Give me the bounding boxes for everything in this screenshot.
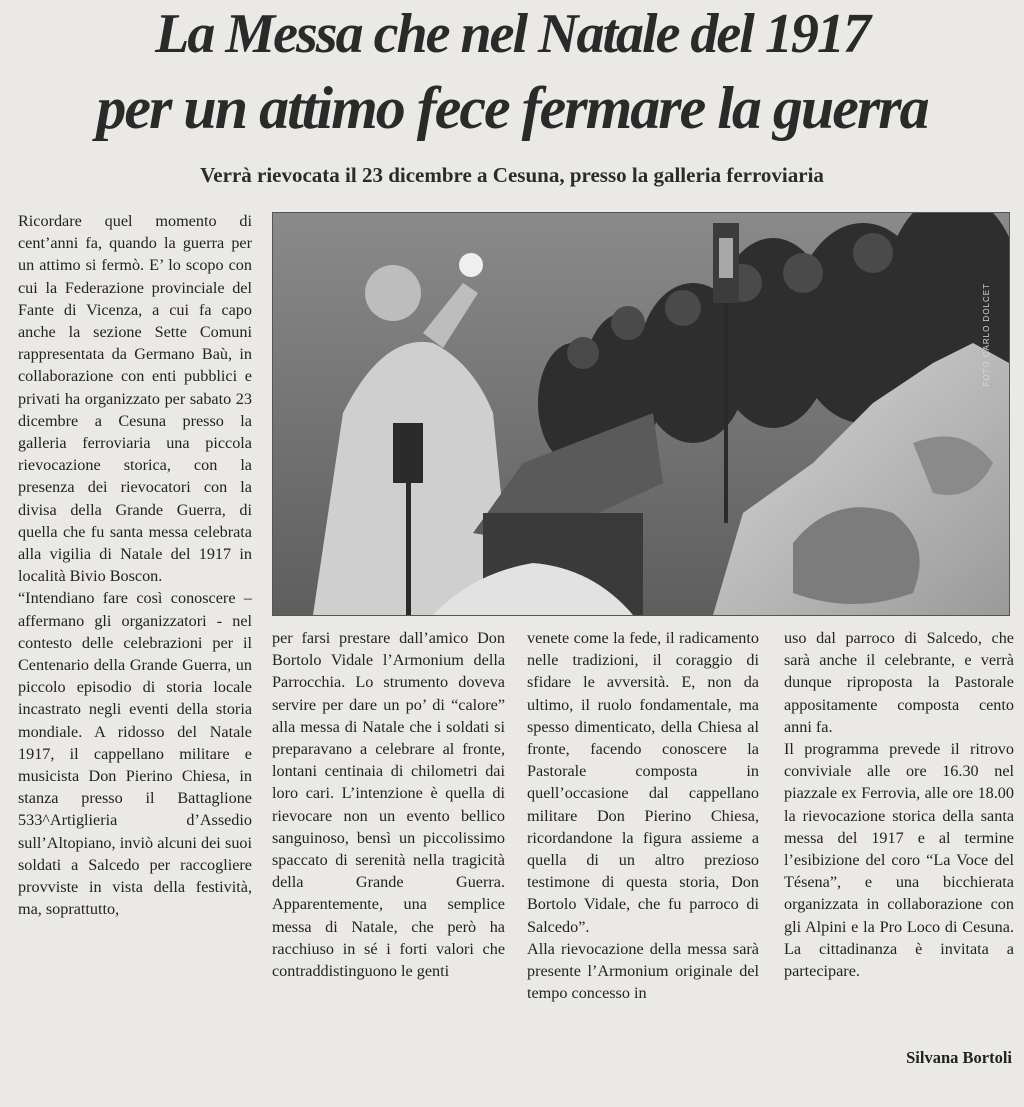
headline-line-1: La Messa che nel Natale del 1917 <box>155 3 869 65</box>
column-1-paragraph-1: Ricordare quel momento di cent’anni fa, quando la guerra per un attimo si fermò. E’ lo scopo con cui la Federazione provinciale del Fante di Vicenza, a cui fa capo anche la sezione Sette Comuni rappresentata da Germano Baù, in collaborazione con enti pubblici e privati ha organizzato per sabato 23 dicembre a Cesuna presso la galleria ferroviaria una piccola rievocazione storica, con la presenza dei rievocatori con la divisa della Grande Guerra, di quella che fu santa messa celebrata alla vigilia di Natale del 1917 in località Bivio Boscon. <box>18 212 252 586</box>
photo-field-mass <box>272 212 1010 616</box>
column-1 <box>18 210 252 921</box>
column-4-paragraph-2: Il programma prevede il ritrovo conviviale alle ore 16.30 nel piazzale ex Ferrovia, alle ore 18.00 la rievocazione storica della santa messa del 1917 e al termine l’esibizione del coro “La Voce del Tésena”, e una bicchierata organizzata in collaborazione con gli Alpini e la Pro Loco di Cesuna. La cittadinanza è invitata a partecipare. <box>784 740 1014 981</box>
column-2 <box>272 627 505 982</box>
column-4 <box>784 627 1014 982</box>
headline-line-2: per un attimo fece fermare la guerra <box>96 75 928 141</box>
column-4-paragraph-1: uso dal parroco di Salcedo, che sarà anche il celebrante, e verrà dunque riproposta la Pastorale appositamente composta cento anni fa. <box>784 629 1014 736</box>
column-2-paragraph: per farsi prestare dall’amico Don Bortolo Vidale l’Armonium della Parrocchia. Lo strumento doveva servire per dare un po’ di “calore” alla messa di Natale che i soldati si preparavano a celebrare al fronte, lontani centinaia di chilometri dai loro cari. L’intenzione è quella di rievocare non un evento bellico sanguinoso, bensì un piccolissimo spaccato di serenità nella tragicità della Grande Guerra. Apparentemente, una semplice messa di Natale, che però ha racchiuso in sé i forti valori che contraddistinguono le genti <box>272 629 505 981</box>
photo-credit: FOTO CARLO DOLCET <box>982 283 991 387</box>
column-3 <box>527 627 759 1004</box>
column-3-paragraph-2: Alla rievocazione della messa sarà presente l’Armonium originale del tempo concesso in <box>527 939 759 1003</box>
subtitle: Verrà rievocata il 23 dicembre a Cesuna, presso la galleria ferroviaria <box>200 163 824 187</box>
headline <box>0 2 1024 140</box>
column-1-paragraph-2: “Intendiano fare così conoscere – affermano gli organizzatori - nel contesto delle celebrazioni per il Centenario della Grande Guerra, un piccolo episodio di storia locale incastrato negli eventi della storia mondiale. A ridosso del Natale 1917, il cappellano militare e musicista Don Pierino Chiesa, in stanza presso il Battaglione 533^Artiglieria d’Assedio sull’Altopiano, inviò alcuni dei suoi soldati a Salcedo per raccogliere provviste in vista della festività, ma, soprattutto, <box>18 589 252 919</box>
author-byline: Silvana Bortoli <box>906 1048 1012 1067</box>
column-3-paragraph-1: venete come la fede, il radicamento nelle tradizioni, il coraggio di sfidare le avversità. E, non da ultimo, il ruolo fondamentale, ma spesso dimenticato, della Chiesa al fronte, facendo conoscere la Pastorale composta in quell’occasione dal cappellano militare Don Pierino Chiesa, ricordandone la figura assieme a quella di un altro prezioso testimone di questa storia, Don Bortolo Vidale, che fu parroco di Salcedo”. <box>527 629 759 936</box>
photo-image <box>273 213 1009 615</box>
